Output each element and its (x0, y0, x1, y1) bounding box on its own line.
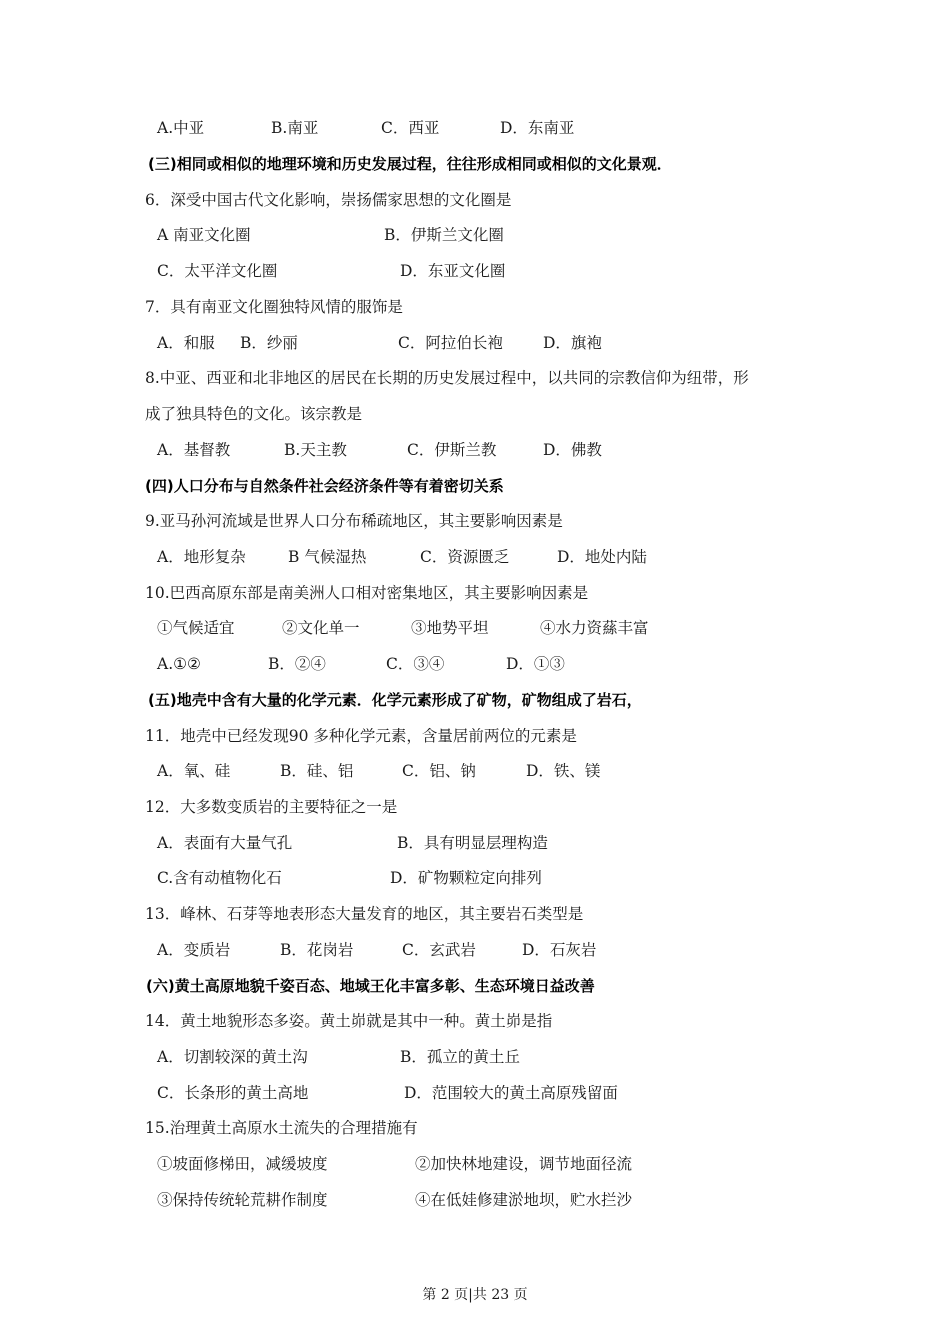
option: C．③④ (386, 655, 445, 673)
statement: ③保持传统轮荒耕作制度 (157, 1191, 328, 1209)
section-heading: (五)地壳中含有大量的化学元素．化学元素形成了矿物，矿物组成了岩石， (148, 691, 642, 709)
option: B．孤立的黄土丘 (400, 1048, 520, 1066)
question-stem: 10.巴西高原东部是南美洲人口相对密集地区，其主要影响因素是 (145, 584, 589, 602)
statement: ②文化单一 (282, 619, 360, 637)
question-stem: 15.治理黄土高原水土流失的合理措施有 (145, 1119, 418, 1137)
option: C．阿拉伯长袍 (398, 334, 503, 352)
section-heading: (六)黄土高原地貌千姿百态、地域王化丰富多彰、生态环境日益改善 (146, 977, 595, 995)
option: A.中亚 (157, 119, 205, 137)
option: A．地形复杂 (157, 548, 246, 566)
question-stem: 14．黄土地貌形态多姿。黄土峁就是其中一种。黄土峁是指 (145, 1012, 553, 1030)
option: B．硅、铝 (280, 762, 354, 780)
statement: ④在低娃修建淤地坝，贮水拦沙 (415, 1191, 633, 1209)
option: C．伊斯兰教 (407, 441, 497, 459)
option: C．资源匮乏 (420, 548, 510, 566)
section-heading: (四)人口分布与自然条件社会经济条件等有着密切关系 (145, 477, 504, 495)
section-heading: (三)相同或相似的地理环境和历史发展过程，往往形成相同或相似的文化景观． (148, 155, 672, 173)
option: B.南亚 (271, 119, 319, 137)
statement: ④水力资蕬丰富 (540, 619, 649, 637)
statement: ③地势平坦 (411, 619, 489, 637)
option: D．铁、镁 (526, 762, 601, 780)
option: B.天主教 (284, 441, 347, 459)
question-stem: 成了独具特色的文化。该宗教是 (145, 405, 363, 423)
option: C．太平洋文化圈 (157, 262, 278, 280)
option: A．切割较深的黄土沟 (157, 1048, 308, 1066)
option: C．长条形的黄土高地 (157, 1084, 309, 1102)
option: C.含有动植物化石 (157, 869, 282, 887)
option: D．东南亚 (500, 119, 575, 137)
option: A 南亚文化圈 (157, 226, 251, 244)
page-footer: 第 2 页|共 23 页 (422, 1287, 528, 1303)
option: D．石灰岩 (522, 941, 597, 959)
option: D．①③ (506, 655, 565, 673)
option: C．铝、钠 (402, 762, 476, 780)
question-stem: 9.亚马孙河流域是世界人口分布稀疏地区，其主要影响因素是 (145, 512, 563, 530)
option: D．东亚文化圈 (400, 262, 506, 280)
option: B．伊斯兰文化圈 (384, 226, 504, 244)
question-stem: 11．地壳中已经发现90 多种化学元素，含量居前两位的元素是 (145, 727, 577, 745)
option: D．佛教 (543, 441, 602, 459)
option: B．纱丽 (240, 334, 298, 352)
option: D．旗袍 (543, 334, 602, 352)
option: A．基督教 (157, 441, 231, 459)
option: B．②④ (268, 655, 326, 673)
statement: ②加快林地建设，调节地面径流 (415, 1155, 633, 1173)
option: D．矿物颗粒定向排列 (390, 869, 542, 887)
option: A．表面有大量气孔 (157, 834, 293, 852)
option: B．具有明显层理构造 (397, 834, 548, 852)
question-stem: 8.中亚、西亚和北非地区的居民在长期的历史发展过程中，以共同的宗教信仰为纽带，形 (145, 369, 749, 387)
statement: ①气候适宜 (157, 619, 235, 637)
option: A．变质岩 (157, 941, 231, 959)
option: B．花岗岩 (280, 941, 354, 959)
question-stem: 12．大多数变质岩的主要特征之一是 (145, 798, 398, 816)
option: D．地处内陆 (557, 548, 647, 566)
option: D．范围较大的黄土高原残留面 (404, 1084, 618, 1102)
question-stem: 7．具有南亚文化圈独特风情的服饰是 (145, 298, 403, 316)
option: C．玄武岩 (402, 941, 476, 959)
option: A．和服 (157, 334, 215, 352)
option: B 气候湿热 (288, 548, 367, 566)
question-stem: 13．峰林、石芽等地表形态大量发育的地区，其主要岩石类型是 (145, 905, 584, 923)
option: A．氧、硅 (157, 762, 231, 780)
statement: ①坡面修梯田，减缓坡度 (157, 1155, 328, 1173)
option: C．西亚 (381, 119, 440, 137)
option: A.①② (157, 655, 201, 673)
question-stem: 6．深受中国古代文化影响，崇扬儒家思想的文化圈是 (145, 191, 512, 209)
